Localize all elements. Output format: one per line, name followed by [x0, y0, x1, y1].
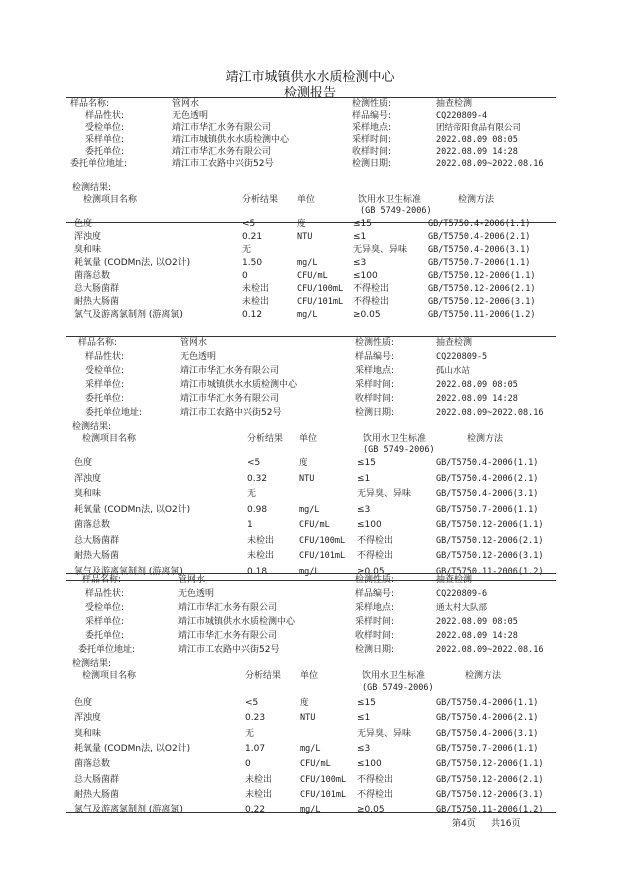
results-label: 检测结果:	[72, 659, 112, 669]
column-header-standard-code: (GB 5749-2006)	[362, 683, 434, 693]
field-value: 无色透明	[178, 589, 215, 599]
field-value: 管网水	[172, 99, 200, 109]
field-label: 采样时间:	[355, 380, 395, 390]
field-value: 靖江市工农路中兴街52号	[180, 408, 282, 418]
field-label: 委托单位地址:	[78, 645, 136, 655]
cell-standard: ≤15	[357, 698, 376, 708]
cell-method: GB/T5750.12-2006(3.1)	[428, 297, 536, 307]
field-label: 检测性质:	[352, 99, 392, 109]
field-label: 样品性状:	[85, 111, 125, 121]
cell-item: 总大肠菌群	[74, 775, 120, 785]
column-header-unit: 单位	[300, 671, 319, 681]
cell-unit: CFU/100mL	[300, 775, 347, 785]
cell-item: 总大肠菌群	[74, 536, 120, 546]
field-label: 受检单位:	[85, 123, 125, 133]
field-value: 靖江市华汇水务有限公司	[172, 123, 272, 133]
field-value: 团结帝阳食品有限公司	[436, 123, 522, 133]
page-number: 第4页	[452, 819, 476, 829]
cell-unit: mg/L	[300, 805, 321, 815]
field-label: 检测日期:	[355, 408, 395, 418]
cell-result: 未检出	[245, 775, 273, 785]
cell-result: 未检出	[242, 284, 270, 294]
cell-unit: 度	[300, 698, 309, 708]
column-header-unit: 单位	[299, 434, 318, 444]
field-label: 采样单位:	[85, 380, 125, 390]
field-value: 无色透明	[172, 111, 209, 121]
cell-unit: CFU/101mL	[299, 551, 346, 561]
cell-standard: 不得检出	[357, 551, 394, 561]
cell-method: GB/T5750.12-2006(2.1)	[436, 536, 544, 546]
results-label: 检测结果:	[72, 183, 112, 193]
cell-item: 耐热大肠菌	[74, 297, 120, 307]
cell-method: GB/T5750.4-2006(1.1)	[436, 698, 539, 708]
cell-item: 浑浊度	[74, 232, 102, 242]
field-value: CQ220809-5	[436, 352, 488, 362]
field-label: 样品编号:	[355, 589, 395, 599]
field-value: 2022.08.09 14:28	[436, 394, 518, 404]
divider-line	[66, 97, 556, 98]
field-label: 样品编号:	[355, 352, 395, 362]
cell-result: <5	[242, 219, 256, 229]
cell-method: GB/T5750.4-2006(3.1)	[436, 489, 539, 499]
field-label: 委托单位地址:	[85, 408, 143, 418]
field-label: 委托单位:	[85, 147, 125, 157]
field-label: 检测日期:	[355, 645, 395, 655]
column-header-standard: 饮用水卫生标准	[362, 671, 426, 681]
field-label: 检测性质:	[355, 338, 395, 348]
field-label: 受检单位:	[85, 366, 125, 376]
cell-standard: 无异臭、异味	[353, 245, 408, 255]
field-value: 2022.08.09 14:28	[436, 147, 518, 157]
cell-result: 未检出	[245, 790, 273, 800]
cell-method: GB/T5750.4-2006(2.1)	[436, 713, 539, 723]
cell-standard: ≤100	[353, 271, 378, 281]
cell-standard: 不得检出	[357, 536, 394, 546]
field-label: 采样地点:	[355, 603, 395, 613]
field-value: 靖江市城镇供水水质检测中心	[178, 617, 296, 627]
cell-item: 菌落总数	[74, 271, 111, 281]
field-value: CQ220809-4	[436, 111, 488, 121]
field-value: CQ220809-6	[436, 589, 488, 599]
cell-item: 浑浊度	[74, 474, 102, 484]
cell-standard: 不得检出	[357, 775, 394, 785]
cell-standard: ≤15	[357, 458, 376, 468]
cell-standard: 不得检出	[357, 790, 394, 800]
cell-item: 耗氧量 (CODMn法, 以O2计)	[74, 744, 191, 754]
cell-method: GB/T5750.4-2006(3.1)	[428, 245, 531, 255]
cell-result: 未检出	[247, 551, 275, 561]
cell-item: 氯气及游离氯制剂 (游离氯)	[74, 567, 183, 577]
cell-standard: 无异臭、异味	[357, 729, 412, 739]
cell-result: 未检出	[247, 536, 275, 546]
cell-standard: ≤3	[353, 258, 367, 268]
field-label: 受检单位:	[85, 603, 125, 613]
column-header-standard: 饮用水卫生标准	[363, 434, 427, 444]
cell-unit: CFU/101mL	[297, 297, 344, 307]
cell-standard: ≥0.05	[357, 805, 385, 815]
cell-item: 耗氧量 (CODMn法, 以O2计)	[74, 505, 191, 515]
cell-item: 色度	[74, 458, 93, 468]
cell-result: 无	[245, 729, 255, 739]
field-label: 样品编号:	[352, 111, 392, 121]
cell-result: 0.23	[245, 713, 266, 723]
field-value: 靖江市华汇水务有限公司	[180, 366, 280, 376]
cell-item: 臭和味	[74, 245, 102, 255]
cell-result: 0.12	[242, 310, 263, 320]
cell-unit: CFU/mL	[299, 520, 330, 530]
cell-item: 氯气及游离氯制剂 (游离氯)	[74, 310, 183, 320]
cell-unit: CFU/101mL	[300, 790, 347, 800]
cell-result: 无	[242, 245, 252, 255]
cell-unit: mg/L	[299, 567, 320, 577]
cell-result: 0.18	[247, 567, 268, 577]
column-header-method: 检测方法	[458, 195, 495, 205]
page-total: 共16页	[491, 819, 521, 829]
cell-result: <5	[247, 458, 261, 468]
field-value: 2022.08.09 08:05	[436, 380, 518, 390]
cell-method: GB/T5750.12-2006(2.1)	[436, 775, 544, 785]
field-label: 采样地点:	[355, 366, 395, 376]
cell-unit: CFU/mL	[297, 271, 328, 281]
cell-unit: 度	[299, 458, 308, 468]
field-value: 靖江市工农路中兴街52号	[178, 645, 280, 655]
cell-item: 耗氧量 (CODMn法, 以O2计)	[74, 258, 191, 268]
cell-result: 0.21	[242, 232, 263, 242]
cell-standard: 不得检出	[353, 284, 390, 294]
field-label: 委托单位:	[85, 394, 125, 404]
cell-result: 1	[247, 520, 253, 530]
cell-standard: 不得检出	[353, 297, 390, 307]
field-value: 2022.08.09~2022.08.16	[436, 645, 544, 655]
column-header-item: 检测项目名称	[83, 195, 138, 205]
cell-standard: ≤100	[357, 759, 382, 769]
field-value: 通太村大队部	[436, 603, 488, 613]
cell-method: GB/T5750.12-2006(2.1)	[428, 284, 536, 294]
field-value: 抽查检测	[436, 338, 473, 348]
cell-item: 菌落总数	[74, 520, 111, 530]
cell-result: 0	[245, 759, 251, 769]
cell-unit: CFU/mL	[300, 759, 331, 769]
cell-method: GB/T5750.12-2006(1.1)	[428, 271, 536, 281]
column-header-item: 检测项目名称	[82, 434, 137, 444]
divider-line	[66, 336, 556, 337]
column-header-result: 分析结果	[245, 671, 282, 681]
cell-unit: CFU/100mL	[299, 536, 346, 546]
cell-standard: ≤3	[357, 744, 371, 754]
cell-item: 色度	[74, 219, 93, 229]
field-value: 抽查检测	[436, 99, 473, 109]
field-value: 靖江市工农路中兴街52号	[172, 159, 274, 169]
column-header-method: 检测方法	[465, 671, 502, 681]
field-value: 孤山水站	[436, 366, 471, 376]
divider-line	[66, 580, 556, 581]
cell-method: GB/T5750.12-2006(3.1)	[436, 551, 544, 561]
results-label: 检测结果:	[72, 422, 112, 432]
field-label: 采样时间:	[352, 135, 392, 145]
cell-method: GB/T5750.12-2006(1.1)	[436, 520, 544, 530]
cell-method: GB/T5750.7-2006(1.1)	[436, 744, 539, 754]
field-label: 检测性质:	[355, 575, 395, 585]
field-value: 2022.08.09 08:05	[436, 135, 518, 145]
cell-method: GB/T5750.11-2006(1.2)	[436, 805, 544, 815]
cell-result: 未检出	[242, 297, 270, 307]
field-value: 靖江市华汇水务有限公司	[178, 631, 278, 641]
cell-method: GB/T5750.7-2006(1.1)	[428, 258, 531, 268]
cell-standard: ≥0.05	[353, 310, 381, 320]
cell-unit: mg/L	[299, 505, 320, 515]
cell-unit: NTU	[299, 474, 315, 484]
cell-result: 1.07	[245, 744, 266, 754]
cell-method: GB/T5750.12-2006(3.1)	[436, 790, 544, 800]
field-value: 2022.08.09 14:28	[436, 631, 518, 641]
cell-result: 0.22	[245, 805, 266, 815]
cell-item: 耐热大肠菌	[74, 790, 120, 800]
cell-unit: 度	[297, 219, 306, 229]
cell-standard: ≤1	[357, 474, 371, 484]
column-header-standard-code: (GB 5749-2006)	[363, 445, 435, 455]
field-value: 靖江市城镇供水水质检测中心	[172, 135, 290, 145]
field-label: 收样时间:	[355, 394, 395, 404]
cell-standard: ≤15	[353, 219, 372, 229]
field-value: 管网水	[180, 338, 208, 348]
cell-result: 0.98	[247, 505, 268, 515]
cell-standard: ≥0.05	[357, 567, 385, 577]
field-value: 抽查检测	[436, 575, 473, 585]
field-value: 靖江市华汇水务有限公司	[178, 603, 278, 613]
cell-method: GB/T5750.11-2006(1.2)	[436, 567, 544, 577]
cell-item: 菌落总数	[74, 759, 111, 769]
cell-method: GB/T5750.4-2006(2.1)	[436, 474, 539, 484]
field-label: 采样单位:	[85, 617, 125, 627]
field-label: 样品名称:	[78, 338, 118, 348]
column-header-item: 检测项目名称	[82, 671, 137, 681]
cell-method: GB/T5750.7-2006(1.1)	[436, 505, 539, 515]
column-header-method: 检测方法	[467, 434, 504, 444]
field-label: 收样时间:	[355, 631, 395, 641]
cell-result: 无	[247, 489, 257, 499]
field-value: 2022.08.09 08:05	[436, 617, 518, 627]
cell-unit: mg/L	[297, 310, 318, 320]
cell-method: GB/T5750.4-2006(2.1)	[428, 232, 531, 242]
cell-unit: mg/L	[297, 258, 318, 268]
field-value: 无色透明	[180, 352, 217, 362]
cell-item: 浑浊度	[74, 713, 102, 723]
field-label: 收样时间:	[352, 147, 392, 157]
cell-result: 0	[242, 271, 248, 281]
cell-unit: NTU	[300, 713, 316, 723]
field-label: 采样地点:	[352, 123, 392, 133]
cell-method: GB/T5750.11-2006(1.2)	[428, 310, 536, 320]
cell-method: GB/T5750.4-2006(1.1)	[436, 458, 539, 468]
field-label: 样品性状:	[85, 352, 125, 362]
field-label: 检测日期:	[352, 159, 392, 169]
divider-line	[66, 573, 556, 574]
column-header-standard: 饮用水卫生标准	[358, 195, 422, 205]
cell-item: 氯气及游离氯制剂 (游离氯)	[74, 805, 183, 815]
cell-method: GB/T5750.12-2006(1.1)	[436, 759, 544, 769]
cell-result: <5	[245, 698, 259, 708]
field-value: 靖江市华汇水务有限公司	[180, 394, 280, 404]
cell-result: 1.50	[242, 258, 263, 268]
field-label: 采样单位:	[85, 135, 125, 145]
cell-item: 臭和味	[74, 729, 102, 739]
cell-method: GB/T5750.4-2006(3.1)	[436, 729, 539, 739]
cell-standard: ≤100	[357, 520, 382, 530]
cell-item: 臭和味	[74, 489, 102, 499]
cell-unit: mg/L	[300, 744, 321, 754]
field-value: 靖江市城镇供水水质检测中心	[180, 380, 298, 390]
field-label: 样品名称:	[70, 99, 110, 109]
field-value: 2022.08.09~2022.08.16	[436, 159, 544, 169]
cell-item: 耐热大肠菌	[74, 551, 120, 561]
cell-unit: CFU/100mL	[297, 284, 344, 294]
field-value: 管网水	[178, 575, 206, 585]
cell-item: 总大肠菌群	[74, 284, 120, 294]
cell-unit: NTU	[297, 232, 313, 242]
cell-standard: ≤3	[357, 505, 371, 515]
column-header-result: 分析结果	[247, 434, 284, 444]
column-header-result: 分析结果	[242, 195, 279, 205]
column-header-standard-code: (GB 5749-2006)	[360, 206, 432, 216]
field-label: 委托单位地址:	[70, 159, 128, 169]
report-title: 检测报告	[283, 86, 336, 101]
cell-result: 0.32	[247, 474, 268, 484]
field-label: 样品名称:	[82, 575, 122, 585]
field-value: 靖江市华汇水务有限公司	[172, 147, 272, 157]
cell-standard: 无异臭、异味	[357, 489, 412, 499]
field-label: 委托单位:	[85, 631, 125, 641]
cell-standard: ≤1	[357, 713, 371, 723]
field-label: 样品性状:	[85, 589, 125, 599]
report-org-title: 靖江市城镇供水水质检测中心	[225, 70, 395, 85]
cell-standard: ≤1	[353, 232, 367, 242]
cell-method: GB/T5750.4-2006(1.1)	[428, 219, 531, 229]
column-header-unit: 单位	[297, 195, 316, 205]
field-value: 2022.08.09~2022.08.16	[436, 408, 544, 418]
field-label: 采样时间:	[355, 617, 395, 627]
cell-item: 色度	[74, 698, 93, 708]
